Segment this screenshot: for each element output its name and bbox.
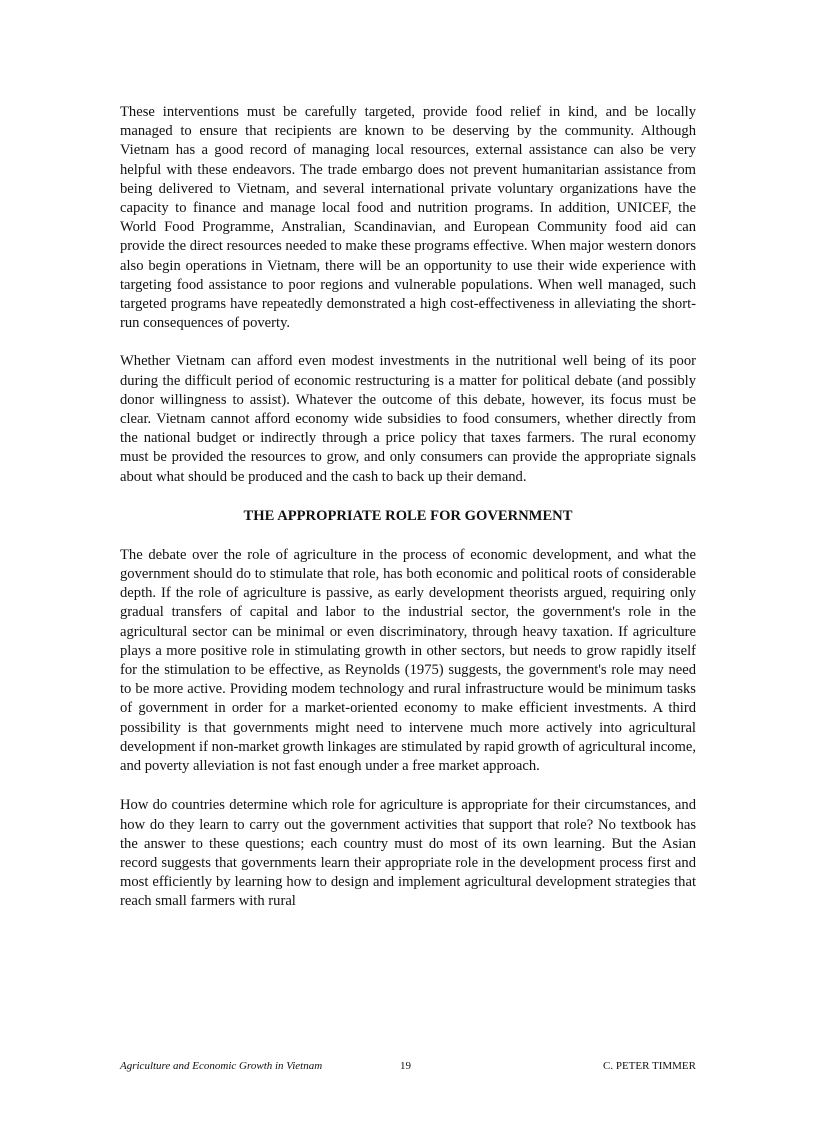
document-page [120, 103, 696, 912]
paragraph-affordability: Whether Vietnam can afford even modest investments in the nutritional well being of its poor during the difficult period of economic restructuring is a matter for political debate (and possibly donor willingness to assist). Whatever the outcome of this debate, however, its focus must be clear. Vietnam cannot afford economy wide subsidies to food consumers, whether directly from the national budget or indirectly through a price policy that taxes farmers. The rural economy must be provided the resources to grow, and only consumers can provide the appropriate signals about what should be produced and the cash to back up their demand. [120, 353, 696, 485]
section-heading: THE APPROPRIATE ROLE FOR GOVERNMENT [243, 507, 573, 524]
paragraph-asian-record: How do countries determine which role for agriculture is appropriate for their circumstances, and how do they learn to carry out the government activities that support that role? No textbook has the answer to these questions; each country must do most of its own learning. But the Asian record suggests that governments learn their appropriate role in the development process first and most efficiently by learning how to design and implement agricultural development strategies that reach small farmers with rural [120, 797, 696, 910]
footer-author: C. PETER TIMMER [602, 1060, 696, 1072]
footer-page-number: 19 [400, 1060, 411, 1072]
footer-title: Agriculture and Economic Growth in Vietnam [120, 1060, 323, 1072]
paragraph-role-debate: The debate over the role of agriculture in the process of economic development, and what the government should do to stimulate that role, has both economic and political roots of considerable depth. If the role of agriculture is passive, as early development theorists argued, requiring only gradual transfers of capital and labor to the industrial sector, the government's role in the agricultural sector can be minimal or even discriminatory, through heavy taxation. If agriculture plays a more positive role in stimulating growth in other sectors, but needs to grow rapidly itself for the stimulation to be effective, as Reynolds (1975) suggests, the government's role may need to be more active. Providing modem technology and rural infrastructure would be minimum tasks of government in order for a market-oriented economy to make efficient investments. A third possibility is that governments might need to intervene much more actively into agricultural development if non-market growth linkages are stimulated by rapid growth of agricultural income, and poverty alleviation is not fast enough under a free market approach. [120, 546, 696, 775]
page-footer [120, 1058, 696, 1074]
paragraph-targeted-interventions: These interventions must be carefully targeted, provide food relief in kind, and be locally managed to ensure that recipients are known to be deserving by the community. Although Vietnam has a good record of managing local resources, external assistance can also be very helpful with these endeavors. The trade embargo does not prevent humanitarian assistance from being delivered to Vietnam, and several international private voluntary organizations have the capacity to finance and manage local food and nutrition programs. In addition, UNICEF, the World Food Programme, Anstralian, Scandinavian, and European Community food aid can provide the direct resources needed to make these programs effective. When major western donors also begin operations in Vietnam, there will be an opportunity to use their wide experience with targeting food assistance to poor regions and vulnerable populations. When well managed, such targeted programs have repeatedly demonstrated a high cost-effectiveness in alleviating the short-run consequences of poverty. [120, 104, 696, 332]
